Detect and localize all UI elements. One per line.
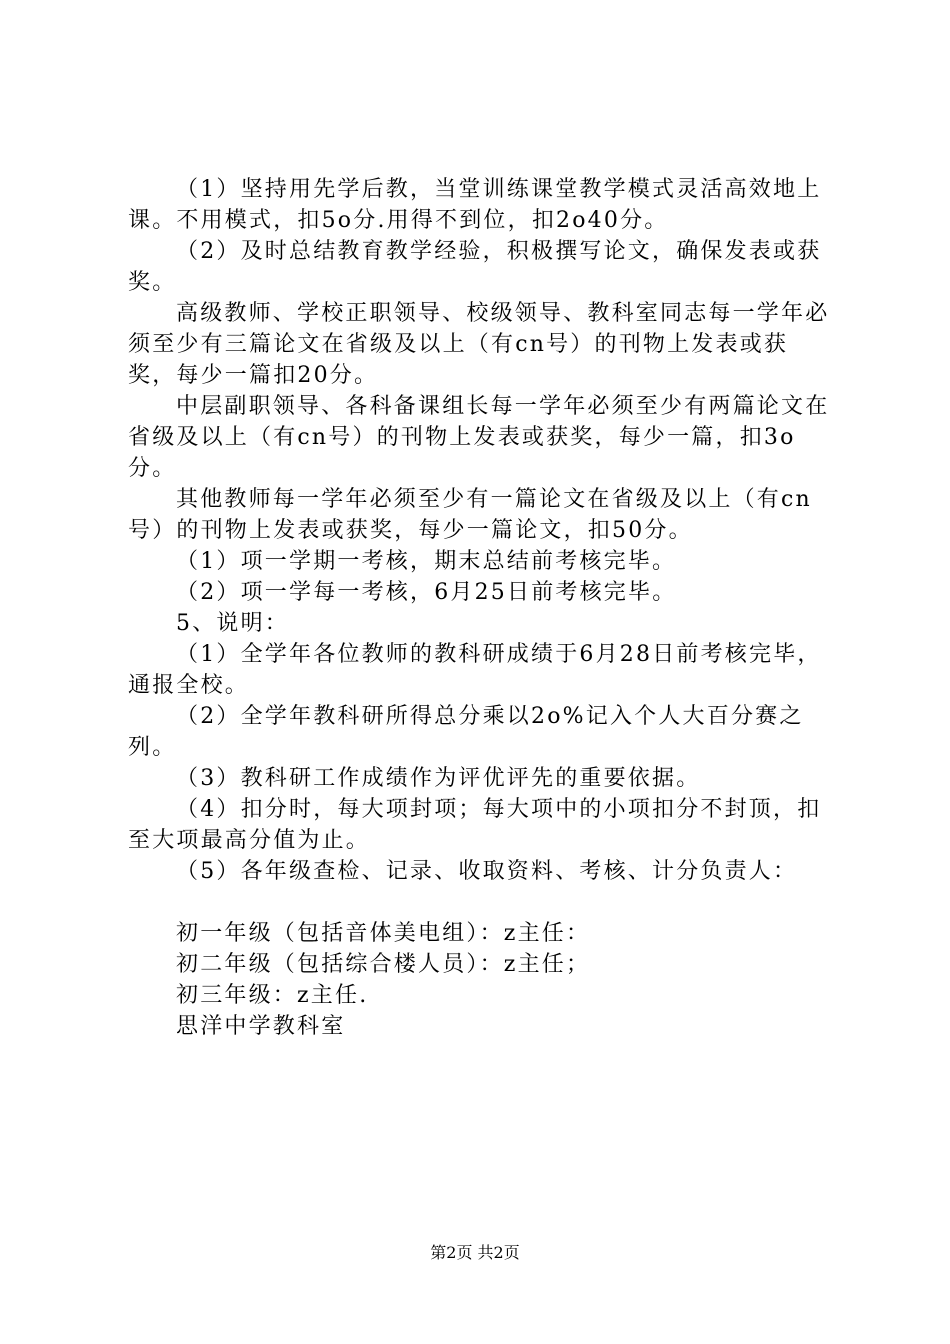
paragraph-10: （2）全学年教科研所得总分乘以2o%记入个人大百分赛之列。 <box>128 704 804 760</box>
responsible-grade-1: 初一年级（包括音体美电组）：z主任： <box>176 921 591 946</box>
paragraph-1: （1）坚持用先学后教，当堂训练课堂教学模式灵活高效地上课。不用模式，扣5o分.用得不到位，扣2o40分。 <box>128 177 822 233</box>
paragraph-7: （2）项一学每一考核，6月25日前考核完毕。 <box>176 580 677 605</box>
paragraph-2: （2）及时总结教育教学经验，积极撰写论文，确保发表或获奖。 <box>128 239 822 295</box>
paragraph-13: （5）各年级查检、记录、收取资料、考核、计分负责人： <box>176 859 798 884</box>
responsible-grade-2: 初二年级（包括综合楼人员）：z主任； <box>176 952 591 977</box>
responsible-grade-3: 初三年级：z主任. <box>176 983 369 1008</box>
paragraph-3: 高级教师、学校正职领导、校级领导、教科室同志每一学年必须至少有三篇论文在省级及以上（有cn号）的刊物上发表或获奖，每少一篇扣20分。 <box>128 301 830 388</box>
paragraph-8: 5、说明： <box>176 611 289 636</box>
document-body <box>128 174 834 1042</box>
blank-line <box>128 887 834 918</box>
paragraph-11: （3）教科研工作成绩作为评优评先的重要依据。 <box>176 766 701 791</box>
paragraph-5: 其他教师每一学年必须至少有一篇论文在省级及以上（有cn号）的刊物上发表或获奖，每少一篇论文，扣50分。 <box>128 487 812 543</box>
paragraph-12: （4）扣分时，每大项封项；每大项中的小项扣分不封顶，扣至大项最高分值为止。 <box>128 797 822 853</box>
signature-office: 思洋中学教科室 <box>176 1014 346 1039</box>
paragraph-4: 中层副职领导、各科备课组长每一学年必须至少有两篇论文在省级及以上（有cn号）的刊物上发表或获奖，每少一篇，扣3o分。 <box>128 394 830 481</box>
paragraph-6: （1）项一学期一考核，期末总结前考核完毕。 <box>176 549 677 574</box>
page-footer: 第2页 共2页 <box>430 1243 520 1262</box>
paragraph-9: （1）全学年各位教师的教科研成绩于6月28日前考核完毕，通报全校。 <box>128 642 822 698</box>
